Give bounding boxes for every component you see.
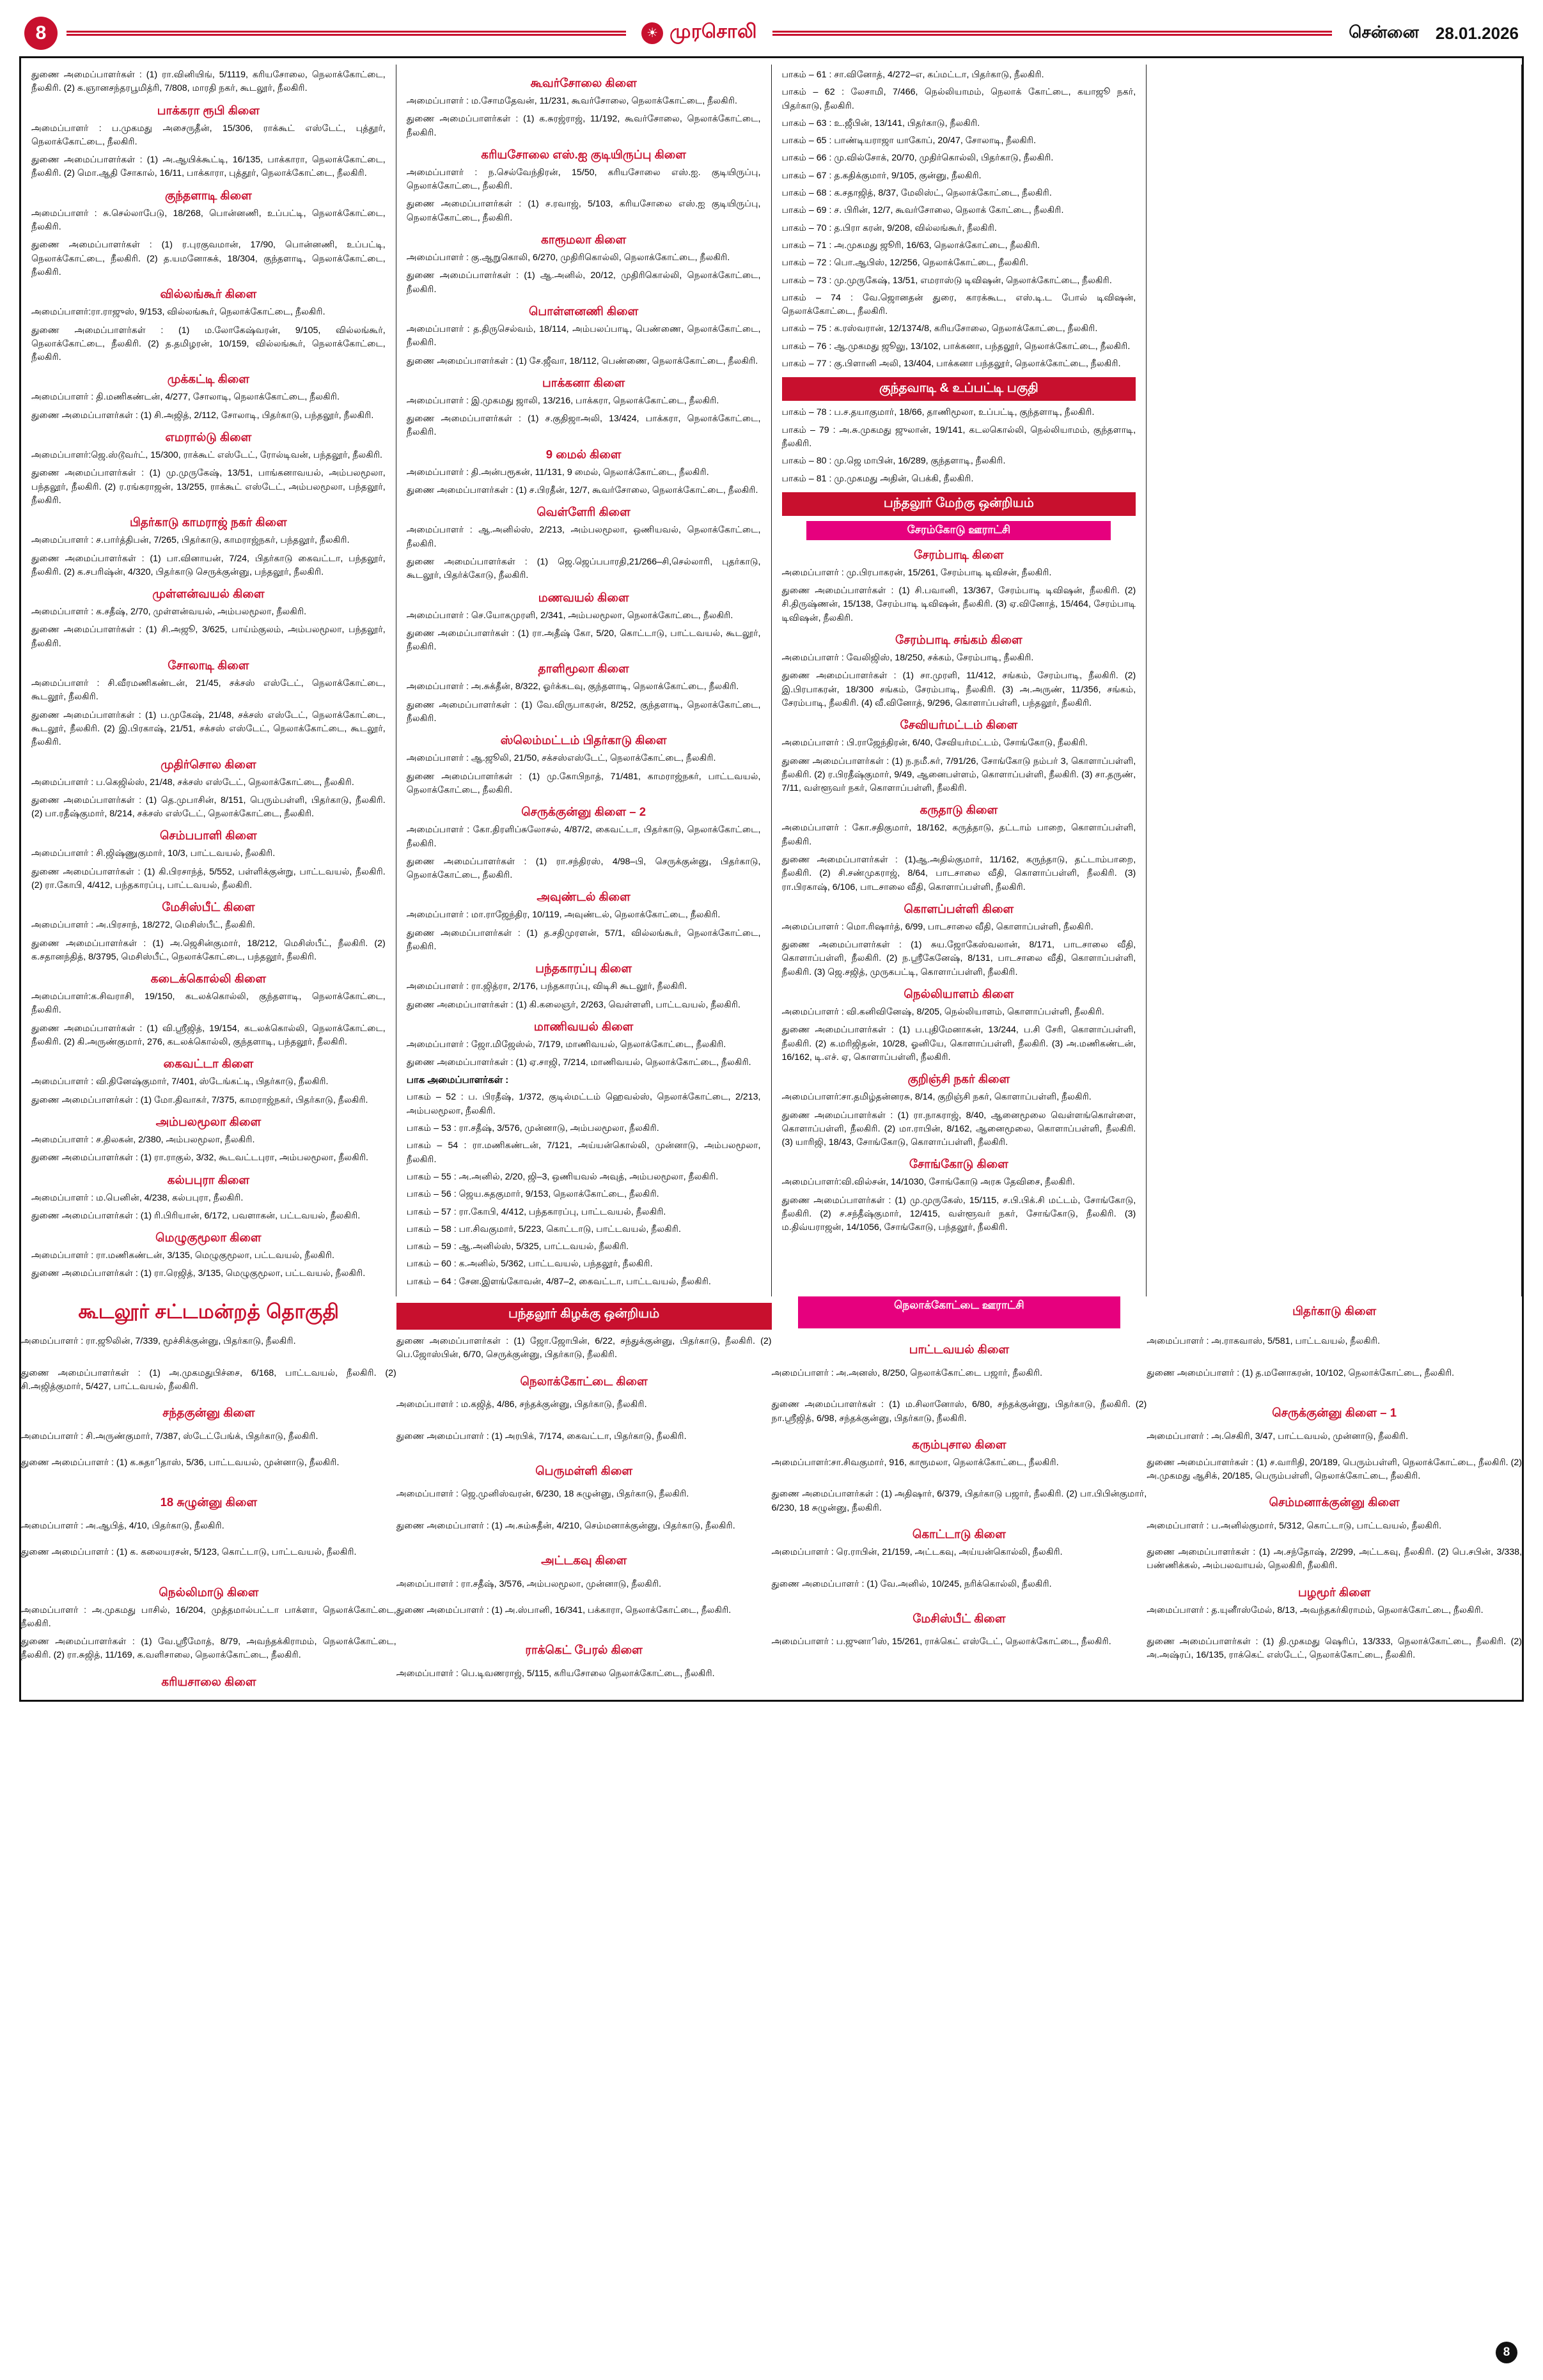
branch-heading: சந்தகுன்னு கிளை — [162, 1406, 255, 1420]
organiser-entry: துணை அமைப்பாளர்கள் : (1) அ.ஆயிக்கூட்டி, 16/135, பாக்காரா, நெலாக்கோட்டை, நீலகிரி. (2) மொ.ஆதி சோகால், 16/11, பாக்காரா, புத்தூர், நெலாக்கோட்டை, நீலகிரி. — [31, 155, 386, 179]
organiser-entry: அமைப்பாளர் : வேலிஜிஸ், 18/250, சக்கம், சேரம்பாடி, நீலகிரி. — [781, 653, 1034, 664]
organiser-entry: அமைப்பாளர் : பெ.டிவணராஜ், 5/115, கரியசோலை நெலாக்கோட்டை, நீலகிரி. — [396, 1668, 715, 1679]
organiser-entry: துணை அமைப்பாளர் : (1) அரபிக், 7/174, கைவட்டா, பிதர்காடு, நீலகிரி. — [396, 1431, 687, 1442]
branch-heading: கருதாடு கிளை — [920, 803, 998, 817]
part-organiser-line: பாகம் – 59 : ஆ.அனில்ஸ், 5/325, பாட்டவயல், நீலகிரி. — [406, 1241, 629, 1252]
branch-heading: பெருமள்ளி கிளை — [535, 1463, 633, 1477]
organiser-entry: துணை அமைப்பாளர்கள் : (1) வே.ஸ்ரீமோத், 8/79, அவந்தக்கிராமம், நெலாக்கோட்டை, நீலகிரி. (2) ரா.சுஜித், 11/169, க.வளிசாலை, நெலாக்கோட்டை, நீலகிரி. — [21, 1637, 396, 1661]
organiser-entry: அமைப்பாளர் : கோ.திரளிப்சுலோசல், 4/87/2, கைவட்டா, பிதர்காடு, நெலாக்கோட்டை, நீலகிரி. — [406, 825, 761, 849]
branch-heading: சோங்கோடு கிளை — [909, 1157, 1008, 1171]
footer-page-number: 8 — [1496, 2342, 1517, 2363]
branch-heading: பிதர்காடு காமராஜ் நகர் கிளை — [129, 515, 287, 529]
organiser-entry: அமைப்பாளர் : அ.செகிரி, 3/47, பாட்டவயல், முன்னாடு, நீலகிரி. — [1147, 1431, 1409, 1442]
organiser-entry: அமைப்பாளர்:க.சிவராசி, 19/150, கடலக்கொல்லி, குந்தளாடி, நெலாக்கோட்டை, நீலகிரி. — [31, 992, 386, 1016]
organiser-entry: துணை அமைப்பாளர்கள் : (1) மு.முருகேஷ், 13/51, பாங்கனாவயல், அம்பலமூலா, பந்தலூர், நீலகிரி. (2) ர.ரங்கராஜன், 13/255, ராக்கூட் எஸ்டேட், அம்பலமூலா, பந்தலூர், நீலகிரி. — [31, 468, 386, 506]
organiser-entry: அமைப்பாளர் : மு.பிரபாகரன், 15/261, சேரம்பாடி டிவிசன், நீலகிரி. — [781, 567, 1052, 578]
organiser-entry: அமைப்பாளர் : ரா.ஜூலின், 7/339, மூச்சிக்குன்னு, பிதர்காடு, நீலகிரி. — [21, 1336, 296, 1347]
organiser-entry: துணை அமைப்பாளர்கள் : (1) வே.விருபாகரன், 8/252, குந்தளாடி, நெலாக்கோட்டை, நீலகிரி. — [406, 699, 761, 724]
organiser-entry: துணை அமைப்பாளர்கள் : (1) ரா.வினியிங், 5/1119, கரியசோலை, நெலாக்கோட்டை, நீலகிரி. (2) க.ஞானசந்தரபூமித்ரி, 7/808, மாரதி நகர், கூடலூர், நீலகிரி. — [31, 70, 386, 94]
organiser-entry: துணை அமைப்பாளர் : (1) க.சுதாிதாஸ், 5/36, பாட்டவயல், முன்னாடு, நீலகிரி. — [21, 1457, 340, 1468]
branch-heading: நெலாக்கோட்டை கிளை — [520, 1374, 648, 1388]
part-organiser-line: பாகம் – 66 : மு.வில்சோக், 20/70, முதிர்கொல்லி, பிதர்காடு, நீலகிரி. — [781, 153, 1054, 164]
branch-heading: எமரால்டு கிளை — [165, 430, 252, 444]
organiser-entry: அமைப்பாளர் : சி.வீரமணிகண்டன், 21/45, சக்சஸ் எஸ்டேட், நெலாக்கோட்டை, கூடலூர், நீலகிரி. — [31, 678, 386, 703]
column-2 — [396, 65, 772, 1296]
organiser-entry: அமைப்பாளர் : ப.அனில்குமார், 5/312, கொட்டாடு, பாட்டவயல், நீலகிரி. — [1147, 1521, 1442, 1531]
part-organiser-line: பாகம் – 70 : த.பிரா கரன், 9/208, வில்லங்கூர், நீலகிரி. — [781, 222, 997, 233]
organiser-entry: அமைப்பாளர் : ப.கெஜில்ஸ், 21/48, சக்சஸ் எஸ்டேட், நெலாக்கோட்டை, நீலகிரி. — [31, 777, 354, 788]
part-organisers-heading: பாக அமைப்பாளர்கள் : — [406, 1075, 509, 1086]
organiser-entry: துணை அமைப்பாளர்கள் : (1) சி.அஜூ, 3/625, பாய்ம்குலம், அம்பலமூலா, பந்தலூர், நீலகிரி. — [31, 625, 386, 649]
union-heading: குந்தவாடி & உப்பட்டி பகுதி — [782, 377, 1136, 401]
organiser-entry: அமைப்பாளர் : இ.முகமது ஜாலி, 13/216, பாக்கரா, நெலாக்கோட்டை, நீலகிரி. — [406, 395, 719, 406]
branch-heading: செருக்குன்னு கிளை – 2 — [521, 805, 646, 819]
branch-heading: அம்பலமூலா கிளை — [155, 1114, 262, 1128]
branch-heading: சேரம்பாடி சங்கம் கிளை — [895, 633, 1022, 647]
part-organiser-line: பாகம் – 60 : க.அனில், 5/362, பாட்டவயல், பந்தலூர், நீலகிரி. — [406, 1259, 653, 1270]
organiser-entry: அமைப்பாளர் : வி.கனிவினேஷ், 8/205, நெல்லியாளம், கொளாப்பள்ளி, நீலகிரி. — [781, 1007, 1104, 1018]
organiser-entry: அமைப்பாளர் : கு.ஆறுகொலி, 6/270, முதிரிகொல்லி, நெலாக்கோட்டை, நீலகிரி. — [406, 253, 730, 263]
branch-heading: அவுண்டல் கிளை — [537, 890, 631, 904]
organiser-entry: அமைப்பாளர் : சி.ஜிஷ்ணுகுமார், 10/3, பாட்டவயல், நீலகிரி. — [31, 848, 276, 859]
organiser-entry: அமைப்பாளர் : ரா.ஜித்ரா, 2/176, பந்தகாரப்பு, விடிசி கூடலூர், நீலகிரி. — [406, 981, 687, 992]
organiser-entry: அமைப்பாளர் : ப.முகமது அசைருதீன், 15/306, ராக்கூட் எஸ்டேட், புத்தூர், நெலாக்கோட்டை, நீலகிரி. — [31, 123, 386, 147]
branch-heading: நெல்லிமாடு கிளை — [159, 1585, 259, 1599]
organiser-entry: துணை அமைப்பாளர் : (1) அ.ஸ்பானி, 16/341, பக்காரா, நெலாக்கோட்டை, நீலகிரி. — [396, 1605, 732, 1615]
branch-heading: சோலாடி கிளை — [168, 658, 249, 673]
organiser-entry: துணை அமைப்பாளர் : (1) க. கலையரசன், 5/123, கொட்டாடு, பாட்டவயல், நீலகிரி. — [21, 1547, 357, 1557]
part-organiser-line: பாகம் – 77 : கு.பிளானி அலி, 13/404, பாக்கனா பந்தலூர், நெலாக்கோட்டை, நீலகிரி. — [781, 359, 1121, 369]
part-organiser-line: பாகம் – 74 : வே.ஜொனதன் துரை, காரக்கூட, எஸ்.டி.ட போல் டிவிஷன், நெலாக்கோட்டை, நீலகிரி. — [781, 292, 1136, 317]
part-organiser-line: பாகம் – 55 : அ.அனில், 2/20, ஜி–3, ஒணியவல் அவுத், அம்பலமூலா, நீலகிரி. — [406, 1171, 719, 1182]
organiser-entry: துணை அமைப்பாளர் : (1) த.மனோகரன், 10/102, நெலாக்கோட்டை, நீலகிரி. — [1147, 1367, 1455, 1378]
organiser-entry: துணை அமைப்பாளர்கள் : (1) க.சுரஜ்ராஜ், 11/192, கூவர்சோலை, நெலாக்கோட்டை, நீலகிரி. — [406, 114, 761, 138]
organiser-entry: அமைப்பாளர் : அ.ராகவாஸ், 5/581, பாட்டவயல், நீலகிரி. — [1147, 1336, 1381, 1347]
part-organiser-line: பாகம் – 57 : ரா.கோபி, 4/412, பந்தகாரப்பு, பாட்டவயல், நீலகிரி. — [406, 1206, 666, 1217]
branch-heading: முள்ளன்வயல் கிளை — [152, 587, 265, 601]
organiser-entry: துணை அமைப்பாளர்கள் : (1) த.சதிமுரளன், 57/1, வில்லங்கூர், நெலாக்கோட்டை, நீலகிரி. — [406, 928, 761, 952]
branch-heading: மேசிஸ்பீட் கிளை — [912, 1611, 1006, 1625]
column-1 — [21, 65, 396, 1296]
organiser-entry: துணை அமைப்பாளர்கள் : (1) தி.முகமது ஷெரிப், 13/333, நெலாக்கோட்டை, நீலகிரி. (2) அ.அஷ்ரப், 16/135, ராக்கெட் எஸ்டேட், நெலாக்கோட்டை, நீலகிரி. — [1147, 1637, 1522, 1661]
part-organiser-line: பாகம் – 73 : மு.முருகேஷ், 13/51, எமராஸ்டு டிவிஷன், நெலாக்கோட்டை, நீலகிரி. — [781, 275, 1112, 286]
organiser-entry: துணை அமைப்பாளர்கள் : (1) ஏ.சாஜி, 7/214, மாணிவயல், நெலாக்கோட்டை, நீலகிரி. — [406, 1057, 751, 1068]
organiser-entry: அமைப்பாளர் : ந.செல்வேந்திரன், 15/50, கரியசோலை எஸ்.ஐ. குடியிருப்பு, நெலாக்கோட்டை, நீலகிரி. — [406, 167, 761, 192]
branch-heading: பழமூர் கிளை — [1297, 1585, 1371, 1599]
organiser-entry: அமைப்பாளர் : கோ.சதிகுமார், 18/162, கருத்தாடு, தட்டாம் பாறை, கொளாப்பள்ளி, நீலகிரி. — [781, 823, 1136, 847]
organiser-entry: அமைப்பாளர் : ச.திலகன், 2/380, அம்பலமூலா, நீலகிரி. — [31, 1134, 255, 1145]
organiser-entry: துணை அமைப்பாளர்கள் : (1) தெ.முபாசின், 8/151, பெரும்பள்ளி, பிதர்காடு, நீலகிரி. (2) பா.ரதீஷ்குமார், 8/214, சக்சஸ் எஸ்டேட், நெலாக்கோட்டை, நீலகிரி. — [31, 795, 386, 820]
branch-heading: கொளப்பள்ளி கிளை — [904, 901, 1014, 915]
organiser-entry: துணை அமைப்பாளர்கள் : (1) ப.முகேஷ், 21/48, சக்சஸ் எஸ்டேட், நெலாக்கோட்டை, கூடலூர், நீலகிரி. (2) இ.பிரகாஷ், 21/51, சக்சஸ் எஸ்டேட், நெலாக்கோட்டை, கூடலூர், நீலகிரி. — [31, 710, 386, 748]
organiser-entry: அமைப்பாளர் : த.யுனாீஸ்மேல், 8/13, அவந்தகர்கிராமம், நெலாக்கோட்டை, நீலகிரி. — [1147, 1605, 1484, 1615]
dateline-city: சென்னை — [1349, 22, 1419, 42]
part-organiser-line: பாகம் – 69 : ச. பிரின், 12/7, கூவர்சோலை, நெலாக் கோட்டை, நீலகிரி. — [781, 205, 1064, 216]
organiser-entry: துணை அமைப்பாளர்கள் : (1) ப.புதிமேனாகன், 13/244, ப.சி சேரி, கொளாப்பள்ளி, நீலகிரி. (2) க.மரிஜிதன், 10/28, ஓனியே, கொளாப்பள்ளி, நீலகிரி. (3) அ.மணிகண்டன், 16/162, டி.எச். ஏ, கொளாப்பள்ளி, நீலகிரி. — [781, 1025, 1136, 1062]
organiser-entry: அமைப்பாளர் : அ.அனஸ், 8/250, நெலாக்கோட்டை பஜார், நீலகிரி. — [771, 1367, 1043, 1378]
organiser-entry: அமைப்பாளர் : ஜெ.முனிஸ்வரன், 6/230, 18 சுழுன்னு, பிதர்காடு, நீலகிரி. — [396, 1489, 689, 1500]
organiser-entry: அமைப்பாளர் : அ.முகமது பாசில், 16/204, முத்தமால்பட்டா பாக்ளா, நெலாக்கோட்டை, நீலகிரி. — [21, 1605, 396, 1629]
organiser-entry: துணை அமைப்பாளர்கள் : (1) ச.ரவாஜ், 5/103, கரியசோலை எஸ்.ஐ குடியிருப்பு, நெலாக்கோட்டை, நீலகிரி. — [406, 199, 761, 223]
organiser-entry: துணை அமைப்பாளர்கள் : (1) சி.பவானி, 13/367, சேரம்பாடி டிவிஷன், நீலகிரி. (2) சி.திருஷ்ணன், 15/138, சேரம்பாடி டிவிஷன், நீலகிரி. (3) ஏ.வினோத், 15/464, சேரம்பாடி டிவிஷன், நீலகிரி. — [781, 586, 1136, 623]
column-grid — [21, 65, 1522, 1693]
organiser-entry: அமைப்பாளர் : ரா.சதீஷ், 3/576, அம்பலமூலா, முன்னாடு, நீலகிரி. — [396, 1578, 662, 1589]
organiser-entry: துணை அமைப்பாளர்கள் : (1) சா.முரளி, 11/412, சங்கம், சேரம்பாடி, நீலகிரி. (2) இ.பிரபாகரன், 18/300 சங்கம், சேரம்பாடி, நீலகிரி. (3) அ.அருண், 11/356, சங்கம், சேரம்பாடி, நீலகிரி. (4) வீ.வினோத், 9/296, கொளாப்பள்ளி, பந்தலூர், நீலகிரி. — [781, 671, 1136, 708]
masthead-rule-left — [67, 31, 626, 36]
part-organiser-line: பாகம் – 71 : அ.முகமது ஜூரி, 16/63, நெலாக்கோட்டை, நீலகிரி. — [781, 240, 1040, 251]
organiser-entry: துணை அமைப்பாளர்கள் : (1) ர.புரகுவமான், 17/90, பொன்னணி, உப்பட்டி, நெலாக்கோட்டை, நீலகிரி. (2) த.யமனோசுக், 18/304, குந்தளாடி, நெலாக்கோட்டை, நீலகிரி. — [31, 240, 386, 277]
branch-heading: பாட்டவயல் கிளை — [909, 1342, 1010, 1357]
branch-heading: தாளிமூலா கிளை — [538, 662, 629, 676]
organiser-entry: துணை அமைப்பாளர்கள் : (1) ச.பிரதீன், 12/7, கூவர்சோலை, நெலாக்கோட்டை, நீலகிரி. — [406, 485, 758, 496]
organiser-entry: அமைப்பாளர் : ம.சோமதேவன், 11/231, கூவர்சோலை, நெலாக்கோட்டை, நீலகிரி. — [406, 96, 737, 106]
organiser-entry: அமைப்பாளர் : ஆ.அனில்ஸ், 2/213, அம்பலமூலா, ஒணியவல், நெலாக்கோட்டை, நீலகிரி. — [406, 525, 761, 549]
organiser-entry: அமைப்பாளர் : ரெ.ராபின், 21/159, அட்டகவு, அய்யன்கொல்லி, நீலகிரி. — [771, 1547, 1063, 1557]
panchayat-heading: சேரம்கோடு ஊராட்சி — [806, 521, 1111, 540]
branch-heading: சேவியர்மட்டம் கிளை — [900, 718, 1018, 732]
panchayat-heading: நெலாக்கோட்டை ஊராட்சி — [798, 1296, 1121, 1328]
organiser-entry: அமைப்பாளர்:ஜெ.ஸ்டூவர்ட், 15/300, ராக்கூட் எஸ்டேட், ரோல்டிவன், பந்தலூர், நீலகிரி. — [31, 450, 383, 461]
organiser-entry: துணை அமைப்பாளர்கள் : (1) ரி.பிரியான், 6/172, பவளாகன், பட்டவயல், நீலகிரி. — [31, 1210, 361, 1221]
part-organiser-line: பாகம் – 75 : க.ரஸ்வரான், 12/1374/8, கரியசோலை, நெலாக்கோட்டை, நீலகிரி. — [781, 323, 1098, 334]
organiser-entry: துணை அமைப்பாளர்கள் : (1) ரா.நாகராஜ், 8/40, ஆனைமூலை வெள்ளங்கொள்ளை, கொளாப்பள்ளி, நீலகிரி. (2) மா.ராபின், 8/162, ஆனைமூலை, கொளாப்பள்ளி, நீலகிரி. (3) யாரிஜி, 18/43, சோங்கோடு, கொளாப்பள்ளி, நீலகிரி. — [781, 1110, 1136, 1148]
organiser-entry: துணை அமைப்பாளர்கள் : (1) ச.வாரிதி, 20/189, பெரும்பள்ளி, நெலாக்கோட்டை, நீலகிரி. (2) அ.முகமது ஆசிக், 20/185, பெரும்பள்ளி, நெலாக்கோட்டை, நீலகிரி. — [1147, 1457, 1522, 1482]
organiser-entry: அமைப்பாளர் : அ.சுக்தீன், 8/322, ஓர்க்கடவு, குந்தளாடி, நெலாக்கோட்டை, நீலகிரி. — [406, 681, 739, 692]
part-organiser-line: பாகம் – 52 : ப. பிரதீஷ், 1/372, குடில்மட்டம் ஹெவல்ஸ், நெலாக்கோட்டை, 2/213, அம்பலமூலா, நீலகிரி. — [406, 1092, 761, 1116]
branch-heading: செருக்குன்னு கிளை – 1 — [1272, 1406, 1397, 1420]
dateline-date: 28.01.2026 — [1435, 23, 1519, 43]
branch-heading: குந்தளாடி கிளை — [164, 188, 252, 202]
branch-heading: பந்தகாரப்பு கிளை — [535, 961, 632, 976]
branch-heading: கரியசோலை எஸ்.ஐ குடியிருப்பு கிளை — [481, 147, 686, 161]
branch-heading: 9 மைல் கிளை — [545, 447, 622, 461]
organiser-entry: அமைப்பாளர் : ம.கஜித், 4/86, சந்தக்குன்னு, பிதர்காடு, நீலகிரி. — [396, 1399, 647, 1410]
organiser-entry: அமைப்பாளர்:ரா.ராஜுஸ், 9/153, வில்லங்கூர், நெலாக்கோட்டை, நீலகிரி. — [31, 307, 325, 318]
organiser-entry: அமைப்பாளர் : ப.ஜுனாிஸ், 15/261, ராக்கெட் எஸ்டேட், நெலாக்கோட்டை, நீலகிரி. — [771, 1637, 1111, 1647]
branch-heading: ராக்கெட் பேரல் கிளை — [525, 1643, 643, 1657]
part-organiser-line: பாகம் – 76 : ஆ.முகமது ஜூலு, 13/102, பாக்கனா, பந்தலூர், நெலாக்கோட்டை, நீலகிரி. — [781, 341, 1131, 352]
organiser-entry: அமைப்பாளர்:சா.சிவகுமார், 916, காரூமலா, நெலாக்கோட்டை, நீலகிரி. — [771, 1457, 1059, 1468]
organiser-entry: துணை அமைப்பாளர்கள் : (1) மு.கோபிநாத், 71/481, காமராஜ்நகர், பாட்டவயல், நெலாக்கோட்டை, நீலகிரி. — [406, 771, 761, 795]
branch-heading: செம்பபாளி கிளை — [160, 828, 257, 843]
organiser-entry: அமைப்பாளர் : க.சதீஷ், 2/70, முள்ளன்வயல், அம்பலமூலா, நீலகிரி. — [31, 607, 307, 618]
organiser-entry: அமைப்பாளர் : மா.ராஜேந்திர, 10/119, அவுண்டல், நெலாக்கோட்டை, நீலகிரி. — [406, 910, 721, 921]
organiser-entry: துணை அமைப்பாளர்கள் : (1) மோ.திவாகர், 7/375, காமராஜ்நகர், பிதர்காடு, நீலகிரி. — [31, 1094, 368, 1105]
part-organiser-line: பாகம் – 54 : ரா.மணிகண்டன், 7/121, அய்யன்கொல்லி, முன்னாடு, அம்பலமூலா, நீலகிரி. — [406, 1140, 761, 1165]
organiser-entry: அமைப்பாளர் : சு.செல்லாபேடு, 18/268, பொன்னணி, உப்பட்டி, நெலாக்கோட்டை, நீலகிரி. — [31, 208, 386, 233]
branch-heading: மணவயல் கிளை — [538, 590, 629, 604]
organiser-entry: துணை அமைப்பாளர்கள் : (1) ம.சிலானோஸ், 6/80, சந்தக்குன்னு, பிதர்காடு, நீலகிரி. (2) நா.ஸ்ரீஜித், 6/98, சந்தக்குன்னு, பிதர்காடு, நீலகிரி. — [771, 1399, 1147, 1424]
branch-heading: அட்டகவு கிளை — [541, 1553, 627, 1567]
organiser-entry: துணை அமைப்பாளர் : (1) வே.அனில், 10/245, நரிக்கொல்லி, நீலகிரி. — [771, 1578, 1052, 1589]
branch-heading: வில்லங்கூர் கிளை — [160, 287, 257, 301]
branch-heading: ஸ்லெம்மட்டம் பிதர்காடு கிளை — [500, 733, 667, 747]
organiser-entry: அமைப்பாளர் : பி.ராஜேந்திரன், 6/40, சேவியர்மட்டம், சோங்கோடு, நீலகிரி. — [781, 738, 1088, 749]
organiser-entry: அமைப்பாளர் : த.திருசெல்வம், 18/114, அம்பலப்பாடி, பெண்ணை, நெலாக்கோட்டை, நீலகிரி. — [406, 323, 761, 348]
organiser-entry: துணை அமைப்பாளர்கள் : (1) ஆ.அனில், 20/12, முதிரிகொல்லி, நெலாக்கோட்டை, நீலகிரி. — [406, 270, 761, 295]
organiser-entry: அமைப்பாளர் : அ.ஆபித், 4/10, பிதர்காடு, நீலகிரி. — [21, 1521, 224, 1531]
branch-heading: காரூமலா கிளை — [541, 233, 627, 247]
organiser-entry: துணை அமைப்பாளர்கள் : (1) ரா.ராகுல், 3/32, கூடவட்டபுரா, அம்பலமூலா, நீலகிரி. — [31, 1153, 368, 1163]
organiser-entry: துணை அமைப்பாளர்கள் : (1) கி.பிரசாந்த், 5/552, பள்ளிக்குன்று, பாட்டவயல், நீலகிரி. (2) ரா.கோபி, 4/412, பந்தகாரப்பு, பாட்டவயல், நீலகிரி. — [31, 866, 386, 891]
organiser-entry: துணை அமைப்பாளர்கள் : (1) அ.சந்தோஷ், 2/299, அட்டகவு, நீலகிரி. (2) பெ.சபின், 3/338, பண்ணிக்கல், அம்பலவாயல், நெலகிரி, நீலகிரி. — [1147, 1547, 1522, 1571]
part-organiser-line: பாகம் – 78 : ப.ச.தயாகுமார், 18/66, தாணிமூலா, உப்பட்டி, குந்தளாடி, நீலகிரி. — [781, 407, 1095, 418]
branch-heading: கடைக்கொல்லி கிளை — [150, 972, 267, 986]
masthead-rule-right — [772, 31, 1332, 36]
constituency-title: கூடலூர் சட்டமன்றத் தொகுதி — [78, 1300, 340, 1323]
sun-emblem-icon: ☀ — [641, 22, 663, 44]
organiser-entry: அமைப்பாளர்:சா.தமிழ்தன்னரசு, 8/14, குறிஞ்சி நகர், கொளாப்பள்ளி, நீலகிரி. — [781, 1092, 1092, 1103]
branch-heading: குறிஞ்சி நகர் கிளை — [907, 1072, 1010, 1086]
part-organiser-line: பாகம் – 68 : க.சதாஜித், 8/37, மேலிஸ்ட், நெலாக்கோட்டை, நீலகிரி. — [781, 188, 1052, 199]
organiser-entry: துணை அமைப்பாளர் : (1) அ.சும்சுதீன், 4/210, செம்மனாக்குன்னு, பிதர்காடு, நீலகிரி. — [396, 1521, 735, 1531]
organiser-entry: அமைப்பாளர் : ச.பார்த்திபன், 7/265, பிதர்காடு, காமராஜ்நகர், பந்தலூர், நீலகிரி. — [31, 535, 350, 546]
organiser-entry: துணை அமைப்பாளர்கள் : (1) வி.ஸ்ரீஜித், 19/154, கடலக்கொல்லி, நெலாக்கோட்டை, நீலகிரி. (2) கி.அருண்குமார், 276, கடலக்கொல்லி, குந்தளாடி, பந்தலூர், நீலகிரி. — [31, 1023, 386, 1048]
organiser-entry: துணை அமைப்பாளர்கள் : (1) அ.முகமதுபிச்சை, 6/168, பாட்டவயல், நீலகிரி. (2) சி.அஜித்குமார், 5/427, பாட்டவயல், நீலகிரி. — [21, 1367, 396, 1392]
branch-heading: நெல்லியாளம் கிளை — [904, 987, 1014, 1001]
organiser-entry: அமைப்பாளர் : வி.தினேஷ்குமார், 7/401, ஸ்டேங்கட்டி, பிதர்காடு, நீலகிரி. — [31, 1077, 329, 1087]
organiser-entry: அமைப்பாளர்:வி.வில்சன், 14/1030, சோங்கோடு அரசு தேவிசை, நீலகிரி. — [781, 1177, 1075, 1188]
part-organiser-line: பாகம் – 80 : மு.ஜெ மாபின், 16/289, குந்தளாடி, நீலகிரி. — [781, 456, 1006, 467]
branch-heading: முதிர்சொல கிளை — [161, 757, 256, 771]
branch-heading: 18 சுழுன்னு கிளை — [160, 1495, 258, 1509]
branch-heading: செம்மனாக்குன்னு கிளை — [1269, 1495, 1400, 1509]
organiser-entry: துணை அமைப்பாளர்கள் : (1)ஆ.அதில்குமார், 11/162, கருந்தாடு, தட்டாம்பாறை, நீலகிரி. (2) சி.சண்முகராஜ், 8/64, பாடசாலை வீதி, கொளாப்பள்ளி, நீலகிரி. (3) ரா.பிரகாஷ், 6/106, பாடசாலை வீதி, கொளாப்பள்ளி, நீலகிரி. — [781, 854, 1136, 892]
branch-heading: முக்கட்டி கிளை — [167, 372, 249, 386]
branch-heading: பிதர்காடு கிளை — [1292, 1304, 1377, 1318]
organiser-entry: துணை அமைப்பாளர்கள் : (1) ரா.அதீஷ் கோ, 5/20, கொட்டாடு, பாட்டவயல், கூடலூர், நீலகிரி. — [406, 628, 761, 653]
branch-heading: கரும்புசால கிளை — [912, 1437, 1006, 1451]
branch-heading: மேசிஸ்பீட் கிளை — [162, 900, 255, 914]
organiser-entry: துணை அமைப்பாளர்கள் : (1) கி.கலைஞர், 2/263, வெள்ளளி, பாட்டவயல், நீலகிரி. — [406, 999, 740, 1010]
part-organiser-line: பாகம் – 72 : பொ.ஆபிஸ், 12/256, நெலாக்கோட்டை, நீலகிரி. — [781, 258, 1029, 268]
organiser-entry: துணை அமைப்பாளர்கள் : (1) ச.குதிஜாஅலி, 13/424, பாக்கரா, நெலாக்கோட்டை, நீலகிரி. — [406, 414, 761, 438]
branch-heading: கொட்டாடு கிளை — [912, 1527, 1006, 1541]
branch-heading: பாக்கனா கிளை — [542, 375, 625, 389]
branch-heading: மாணிவயல் கிளை — [533, 1019, 634, 1033]
column-3 — [772, 65, 1147, 1296]
part-organiser-line: பாகம் – 56 : ஜெய.சுதகுமார், 9/153, நெலாக்கோட்டை, நீலகிரி. — [406, 1189, 659, 1200]
union-heading: பந்தலூர் மேற்கு ஒன்றியம் — [782, 492, 1136, 516]
organiser-entry: துணை அமைப்பாளர்கள் : (1) ஜெ.ஜெப்பபாரதி,21/266–சி,செல்லாரி, புதர்காடு, கூடலூர், பிதர்க்கோடு, நீலகிரி. — [406, 556, 761, 581]
masthead — [19, 17, 1524, 56]
part-organiser-line: பாகம் – 81 : மு.முகமது அதின், பெக்கி, நீலகிரி. — [781, 473, 974, 484]
part-organiser-line: பாகம் – 64 : சேன.இளங்கோவன், 4/87–2, கைவட்டா, பாட்டவயல், நீலகிரி. — [406, 1276, 711, 1287]
organiser-entry: துணை அமைப்பாளர்கள் : (1) ம.லோகேஷ்வரன், 9/105, வில்லங்கூர், நெலாக்கோட்டை, நீலகிரி. (2) த.தமிழரன், 10/159, வில்லங்கூர், நெலாக்கோட்டை, நீலகிரி. — [31, 325, 386, 363]
organiser-entry: அமைப்பாளர் : தி.மணிகண்டன், 4/277, சோலாடி, நெலாக்கோட்டை, நீலகிரி. — [31, 392, 340, 403]
part-organiser-line: பாகம் – 65 : பாண்டியராஜா யாகோப், 20/47, சோலாடி, நீலகிரி. — [781, 136, 1037, 146]
branch-heading: கரியசாலை கிளை — [161, 1674, 256, 1688]
organiser-entry: துணை அமைப்பாளர்கள் : (1) ஜோ.ஜோபின், 6/22, சந்துக்குன்னு, பிதர்காடு, நீலகிரி. (2) பெ.ஜோஸ்பின், 6/70, செருக்குன்னு, பிதர்காடு, நீலகிரி. — [396, 1336, 772, 1360]
branch-heading: கைவட்டா கிளை — [163, 1057, 254, 1071]
organiser-entry: அமைப்பாளர் : அ.பிரசாந், 18/272, மெசிஸ்பீட், நீலகிரி. — [31, 920, 255, 931]
organiser-entry: அமைப்பாளர் : ஆ.ஜூலி, 21/50, சக்சஸ்எஸ்டேட், நெலாக்கோட்டை, நீலகிரி. — [406, 753, 716, 764]
organiser-entry: அமைப்பாளர் : ரா.மணிகண்டன், 3/135, மெழுகுமூலா, பட்டவயல், நீலகிரி. — [31, 1250, 334, 1261]
organiser-entry: அமைப்பாளர் : தி.அன்பரூகன், 11/131, 9 மைல், நெலாக்கோட்டை, நீலகிரி. — [406, 467, 709, 478]
part-organiser-line: பாகம் – 58 : பா.சிவகுமார், 5/223, கொட்டாடு, பாட்டவயல், நீலகிரி. — [406, 1224, 681, 1234]
brand — [635, 21, 764, 45]
organiser-entry: அமைப்பாளர் : ஜோ.மிஜேஸ்ல், 7/179, மாணிவயல், நெலாக்கோட்டை, நீலகிரி. — [406, 1039, 726, 1050]
column-4 — [1147, 65, 1522, 1296]
organiser-entry: துணை அமைப்பாளர்கள் : (1) ரா.சந்திரஸ், 4/98–பி, செருக்குன்னு, பிதர்காடு, நெலாக்கோட்டை, நீலகிரி. — [406, 856, 761, 881]
organiser-entry: துணை அமைப்பாளர்கள் : (1) பா.வினாயன், 7/24, பிதர்காடு கைவட்டா, பந்தலூர், நீலகிரி. (2) க.சபரிஷ்ன், 4/320, பிதர்காடு செருக்குன்னு, பந்தலூர், நீலகிரி. — [31, 553, 386, 577]
part-organiser-line: பாகம் – 53 : ரா.சதீஷ், 3/576, முன்னாடு, அம்பலமூலா, நீலகிரி. — [406, 1123, 659, 1134]
part-organiser-line: பாகம் – 79 : அ.சு.முகமது ஜுலான், 19/141, கடலகொல்லி, நெல்லியாமம், குந்தளாடி, நீலகிரி. — [781, 424, 1136, 449]
page-number-badge: 8 — [24, 17, 58, 50]
branch-heading: பாக்கரா ரூபி கிளை — [157, 103, 260, 117]
organiser-entry: துணை அமைப்பாளர்கள் : (1) அ.ஜெசின்குமார், 18/212, மெசிஸ்பீட், நீலகிரி. (2) க.சதானந்தித், 8/3795, மெசிஸ்பீட், நெலாக்கோட்டை, பந்தலூர், நீலகிரி. — [31, 938, 386, 962]
part-organiser-line: பாகம் – 63 : உ.ஜீபின், 13/141, பிதர்காடு, நீலகிரி. — [781, 118, 980, 128]
branch-heading: சேரம்பாடி கிளை — [914, 547, 1004, 561]
organiser-entry: அமைப்பாளர் : ம.பெனின், 4/238, கல்பபுரா, நீலகிரி. — [31, 1192, 244, 1203]
organiser-entry: துணை அமைப்பாளர்கள் : (1) ந.நமீ.சுர், 7/91/26, சோங்கோடு நம்பர் 3, கொளாப்பள்ளி, நீலகிரி. (2) ர.பிரதீஷ்குமார், 9/49, ஆனைபள்ளம், கொளாப்பள்ளி, நீலகிரி. (3) சா.தருண், 7/11, வள்ளூவர் நகர், கொளாப்பள்ளி, நீலகிரி. — [781, 756, 1136, 794]
part-organiser-line: பாகம் – 61 : சா.வினோத், 4/272–எ, கப்மட்டா, பிதர்காடு, நீலகிரி. — [781, 70, 1044, 80]
branch-heading: வெள்ளேரி கிளை — [537, 505, 631, 519]
organiser-entry: துணை அமைப்பாளர்கள் : (1) சி.அஜித், 2/112, சோலாடி, பிதர்காடு, பந்தலூர், நீலகிரி. — [31, 410, 374, 421]
organiser-entry: துணை அமைப்பாளர்கள் : (1) சே.ஜீவா, 18/112, பெண்ணை, நெலாக்கோட்டை, நீலகிரி. — [406, 355, 758, 366]
part-organiser-line: பாகம் – 67 : த.கதிக்குமார், 9/105, குன்னு, நீலகிரி. — [781, 170, 982, 181]
organiser-entry: துணை அமைப்பாளர்கள் : (1) சுய.ஜோகேஸ்வலான், 8/171, பாடசாலை வீதி, கொளாப்பள்ளி, நீலகிரி. (2) ந.ஸ்ரீகேனேஷ், 8/131, பாடசாலை வீதி, கொளாப்பள்ளி, நீலகிரி. (3) ஜெ.சஜித், முருகபட்டி, கொளாப்பள்ளி, நீலகிரி. — [781, 940, 1136, 977]
content-frame — [19, 56, 1524, 1702]
organiser-entry: அமைப்பாளர் : செ.யோகமுரளி, 2/341, அம்பலமூலா, நெலாக்கோட்டை, நீலகிரி. — [406, 610, 733, 621]
part-organiser-line: பாகம் – 62 : லேசாமி, 7/466, நெல்லியாமம், நெலாக் கோட்டை, கயாஜூ நகர், பிதர்காடு, நீலகிரி. — [781, 87, 1136, 111]
union-heading: பந்தலூர் கிழக்கு ஒன்றியம் — [396, 1303, 772, 1330]
branch-heading: கல்பபுரா கிளை — [167, 1172, 250, 1186]
brand-name: முரசொலி — [670, 21, 758, 42]
organiser-entry: துணை அமைப்பாளர்கள் : (1) மு.முருகேஸ், 15/115, ச.பி.பிக்.சி மட்டம், சோங்கோடு, நீலகிரி. (2) ச.சந்தீஷ்குமார், 12/415, வள்ளூவர் நகர், சோங்கோடு, நீலகிரி. (3) ம.திவ்யராஜன், 14/1056, சோங்கோடு, பந்தலூர், நீலகிரி. — [781, 1195, 1136, 1233]
organiser-entry: துணை அமைப்பாளர்கள் : (1) அதிஷார், 6/379, பிதர்காடு பஜார், நீலகிரி. (2) பா.பிபின்குமார், 6/230, 18 சுழுன்னு, நீலகிரி. — [771, 1489, 1147, 1513]
branch-heading: பொள்ளனணி கிளை — [529, 304, 639, 318]
branch-heading: கூவர்சோலை கிளை — [530, 76, 637, 89]
branch-heading: மெழுகுமூலா கிளை — [155, 1231, 262, 1245]
organiser-entry: துணை அமைப்பாளர்கள் : (1) ரா.ரெஜித், 3/135, மெழுகுமூலா, பட்டவயல், நீலகிரி. — [31, 1268, 366, 1279]
organiser-entry: அமைப்பாளர் : மொ.ரிஷார்த், 6/99, பாடசாலை வீதி, கொளாப்பள்ளி, நீலகிரி. — [781, 921, 1093, 932]
organiser-entry: அமைப்பாளர் : சி.அருண்குமார், 7/387, ஸ்டேட்பேங்க், பிதர்காடு, நீலகிரி. — [21, 1431, 318, 1442]
